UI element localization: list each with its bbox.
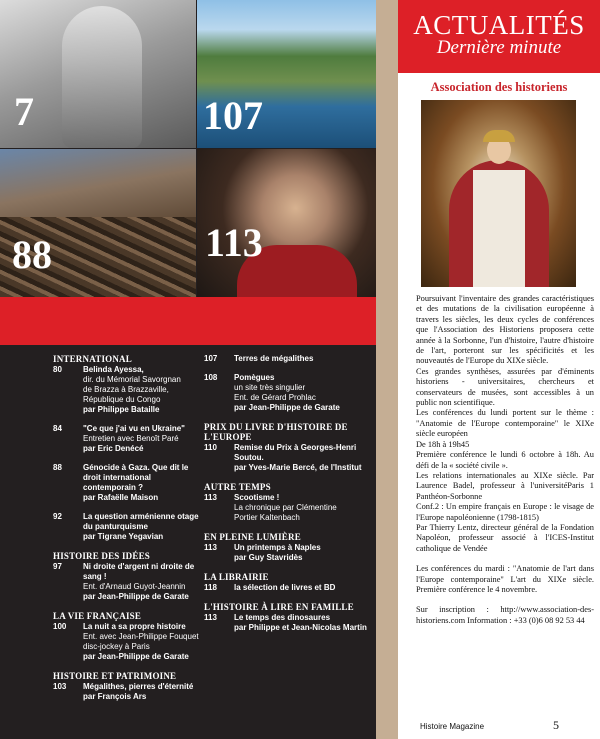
toc-entry[interactable] [204, 583, 370, 593]
photo-gaza-ruins [0, 149, 196, 297]
toc-section [53, 611, 203, 662]
toc-entry-author: par Rafaëlle Maison [83, 493, 159, 502]
toc-entry[interactable] [53, 622, 203, 662]
article-heading: Association des historiens [430, 80, 568, 94]
toc-page-number: 118 [204, 583, 217, 592]
toc-entry-title: Génocide à Gaza. Que dit le droit international contemporain ? [83, 463, 189, 492]
toc-entry-line: République du Congo [83, 395, 161, 404]
toc-entry-title: Remise du Prix à Georges-Henri Soutou. [234, 443, 357, 462]
toc-entry-author: par Eric Denécé [83, 444, 144, 453]
article-paragraph: Conf.2 : Un empire français en Europe : le visage de l'Europe napoléonienne (1798-1815) [416, 502, 594, 522]
toc-section [204, 572, 370, 593]
toc-entry-author: par Guy Stavridès [234, 553, 303, 562]
toc-entry[interactable] [53, 562, 203, 602]
toc-entry-title: Le temps des dinosaures [234, 613, 331, 622]
toc-entry-line: La chronique par Clémentine [234, 503, 337, 512]
toc-entry-title: Un printemps à Naples [234, 543, 321, 552]
toc-page-number: 108 [204, 373, 218, 382]
toc-entry-line: dir. du Mémorial Savorgnan [83, 375, 181, 384]
toc-entry-title: Mégalithes, pierres d'éternité [83, 682, 194, 691]
toc-section-title: INTERNATIONAL [53, 354, 132, 364]
article-paragraph: Première conférence le lundi 6 octobre à 18h. Au défi de la « société civile ». [416, 450, 594, 470]
toc-section [204, 532, 370, 563]
toc-column-left [53, 354, 203, 711]
toc-page-number: 107 [204, 354, 218, 363]
toc-entry-title: la sélection de livres et BD [234, 583, 336, 592]
toc-entry[interactable] [204, 543, 370, 563]
figure-shape [62, 6, 142, 148]
toc-section [204, 602, 370, 633]
toc-entry[interactable] [53, 365, 203, 415]
photo-portrait-officer [197, 149, 376, 297]
toc-entry-title: La question arménienne otage du panturquisme [83, 512, 199, 531]
toc-entry[interactable] [204, 613, 370, 633]
toc-section [204, 482, 370, 523]
toc-entry[interactable] [204, 443, 370, 473]
toc-entry-title: Belinda Ayessa, [83, 365, 144, 374]
toc-entry-author: par Philippe et Jean-Nicolas Martin [234, 623, 367, 632]
article-paragraph: De 18h à 19h45 [416, 439, 470, 449]
header-subtitle: Dernière minute [436, 37, 562, 58]
toc-section [53, 354, 203, 542]
toc-entry-line: Ent. d'Arnaud Guyot-Jeannin [83, 582, 186, 591]
toc-page-number: 84 [53, 424, 62, 433]
toc-entry-title: La nuit a sa propre histoire [83, 622, 186, 631]
article-tuesday: Les conférences du mardi : "Anatomie de l'art dans l'Europe contemporaine" L'art du XIXe siècle. Première conférence le 4 novembre. [416, 564, 594, 594]
article-paragraph: Les conférences du lundi portent sur le thème : "Anatomie de l'Europe contemporaine" le XIXe siècle européen [416, 408, 594, 439]
toc-page-number: 110 [204, 443, 217, 452]
article-contact: Sur inscription : http://www.association-des-historiens.com Information : +33 (0)6 08 92 53 44 [416, 605, 594, 625]
toc-section-title: L'HISTOIRE À LIRE EN FAMILLE [204, 602, 354, 612]
toc-entry[interactable] [53, 512, 203, 542]
toc-entry-title: "Ce que j'ai vu en Ukraine" [83, 424, 185, 433]
toc-page-number: 80 [53, 365, 62, 374]
toc-entry-line: Portier Kaltenbach [234, 513, 300, 522]
toc-entry-author: par Tigrane Yegavian [83, 532, 164, 541]
toc-page-number: 92 [53, 512, 62, 521]
photo-page-number: 7 [14, 89, 34, 134]
toc-page-number: 88 [53, 463, 62, 472]
red-band [0, 297, 376, 345]
toc-entry-author: par Yves-Marie Bercé, de l'Institut [234, 463, 362, 472]
toc-page-number: 97 [53, 562, 62, 571]
toc-page-number: 103 [53, 682, 67, 691]
toc-section-title: PRIX DU LIVRE D'HISTOIRE DE L'EUROPE [204, 422, 348, 442]
toc-section-title: HISTOIRE ET PATRIMOINE [53, 671, 177, 681]
photo-page-number: 107 [203, 93, 263, 138]
toc-entry[interactable] [204, 354, 370, 364]
toc-page-number: 113 [204, 613, 217, 622]
article-paragraph: Ces grandes synthèses, assurées par d'éminents historiens - universitaires, chercheurs et conservateurs de musées, sont accessibles à un public non scientifique. [416, 366, 594, 408]
article-paragraph: Poursuivant l'inventaire des grandes caractéristiques et des mutations de la civilisation européenne à travers les siècles, les deux cycles de conférences que l'Association des Historiens proposera cette année à la Sorbonne, l'un d'histoire, l'autre d'histoire de l'art, porteront sur les spécificités et les nouveautés de l'Europe du XIXe siècle. [416, 294, 594, 366]
toc-entry-line: Ent. avec Jean-Philippe Fouquet [83, 632, 199, 641]
napoleon-portrait [421, 100, 576, 287]
toc-entry-line: disc-jockey à Paris [83, 642, 150, 651]
article-paragraph: Les relations internationales au XIXe siècle. Par Laurence Badel, professeur à l'universitéParis 1 Panthéon-Sorbonne [416, 470, 594, 501]
laurel-shape [483, 130, 515, 142]
toc-entry-author: par Jean-Philippe de Garate [83, 592, 189, 601]
photo-coastal-island [197, 0, 376, 148]
toc-section [53, 671, 203, 702]
toc-section [53, 551, 203, 602]
toc-entry-line: Entretien avec Benoît Paré [83, 434, 179, 443]
toc-entry[interactable] [53, 424, 203, 454]
toc-entry-line: un site très singulier [234, 383, 306, 392]
toc-entry-author: par Jean-Philippe de Garate [83, 652, 189, 661]
page-gutter [376, 0, 398, 739]
article-paragraph: Par Thierry Lentz, directeur général de la Fondation Napoléon, professeur associé à l'ICES-Institut catholique de Vendée [416, 522, 594, 553]
toc-entry-author: par Jean-Philippe de Garate [234, 403, 340, 412]
toc-column-right [204, 354, 370, 642]
toc-section-title: HISTOIRE DES IDÉES [53, 551, 150, 561]
article-body [416, 294, 594, 626]
news-header [398, 0, 600, 73]
footer-magazine: Histoire Magazine [420, 722, 485, 731]
toc-entry-title: Scootisme ! [234, 493, 280, 502]
toc-entry-author: par François Ars [83, 692, 147, 701]
toc-page-number: 113 [204, 543, 217, 552]
toc-page-number: 100 [53, 622, 67, 631]
toc-entry-line: de Brazza à Brazzaville, [83, 385, 169, 394]
toc-entry-title: Pomègues [234, 373, 275, 382]
toc-section [204, 422, 370, 473]
toc-section-title: EN PLEINE LUMIÈRE [204, 532, 301, 542]
footer-page-number: 5 [553, 718, 559, 732]
toc-section-title: LA LIBRAIRIE [204, 572, 269, 582]
toc-section [204, 354, 370, 413]
toc-entry[interactable] [53, 463, 203, 503]
header-title: ACTUALITÉS [413, 10, 585, 40]
article-paragraphs [416, 294, 594, 554]
toc-entry-line: Ent. de Gérard Prohlac [234, 393, 316, 402]
photo-page-number: 88 [12, 232, 52, 277]
toc-entry-author: par Philippe Bataille [83, 405, 160, 414]
ermine-shape [473, 170, 525, 287]
toc-section-title: AUTRE TEMPS [204, 482, 271, 492]
toc-entry[interactable] [204, 373, 370, 413]
toc-entry[interactable] [53, 682, 203, 702]
photo-desert-man [0, 0, 196, 148]
toc-entry-title: Terres de mégalithes [234, 354, 314, 363]
photo-page-number: 113 [205, 220, 263, 265]
toc-entry[interactable] [204, 493, 370, 523]
toc-entry-title: Ni droite d'argent ni droite de sang ! [83, 562, 195, 581]
toc-section-title: LA VIE FRANÇAISE [53, 611, 142, 621]
toc-page-number: 113 [204, 493, 217, 502]
